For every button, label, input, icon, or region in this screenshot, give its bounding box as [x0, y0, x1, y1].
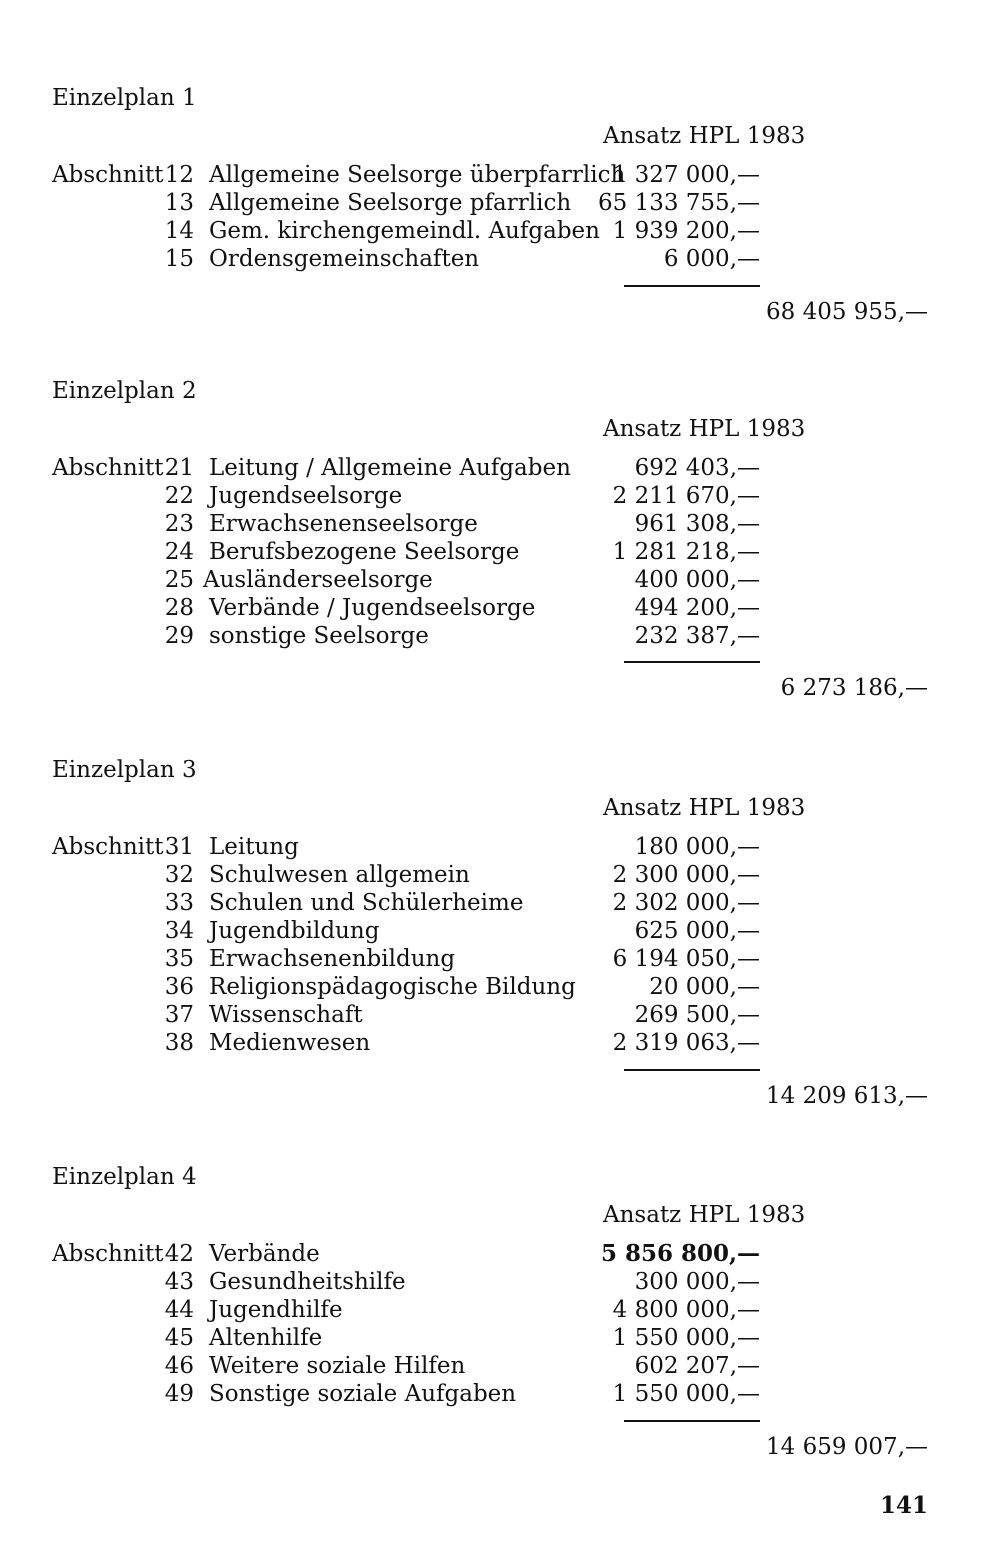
- abschnitt-number: 12: [164, 162, 194, 188]
- abschnitt-name: Jugendbildung: [209, 918, 380, 944]
- abschnitt-name: Ausländerseelsorge: [203, 567, 433, 593]
- abschnitt-amount: 269 500,—: [634, 1002, 760, 1028]
- abschnitt-name: sonstige Seelsorge: [209, 623, 429, 649]
- abschnitt-label: Abschnitt: [52, 162, 164, 188]
- abschnitt-number: 34: [164, 918, 194, 944]
- budget-row: [0, 1352, 1000, 1380]
- abschnitt-amount: 1 281 218,—: [612, 539, 760, 565]
- abschnitt-number: 24: [164, 539, 194, 565]
- budget-row: [0, 482, 1000, 510]
- abschnitt-amount: 2 211 670,—: [612, 483, 760, 509]
- section-total: 6 273 186,—: [780, 675, 928, 701]
- budget-rows: [0, 833, 1000, 1057]
- budget-row: [0, 454, 1000, 482]
- abschnitt-name: Gesundheitshilfe: [209, 1269, 406, 1295]
- budget-row: [0, 566, 1000, 594]
- abschnitt-amount: 232 387,—: [634, 623, 760, 649]
- abschnitt-amount: 6 194 050,—: [612, 946, 760, 972]
- abschnitt-number: 45: [164, 1325, 194, 1351]
- abschnitt-name: Leitung / Allgemeine Aufgaben: [209, 455, 571, 481]
- abschnitt-amount: 961 308,—: [634, 511, 760, 537]
- abschnitt-label: Abschnitt: [52, 1241, 164, 1267]
- abschnitt-amount: 2 302 000,—: [612, 890, 760, 916]
- budget-row: [0, 1380, 1000, 1408]
- abschnitt-amount: 180 000,—: [634, 834, 760, 860]
- abschnitt-number: 33: [164, 890, 194, 916]
- abschnitt-amount: 400 000,—: [634, 567, 760, 593]
- abschnitt-amount: 6 000,—: [663, 246, 760, 272]
- abschnitt-number: 25: [164, 567, 194, 593]
- abschnitt-name: Berufsbezogene Seelsorge: [209, 539, 520, 565]
- budget-row: [0, 1268, 1000, 1296]
- budget-row: [0, 245, 1000, 273]
- abschnitt-number: 44: [164, 1297, 194, 1323]
- sum-rule: [624, 661, 760, 663]
- abschnitt-amount: 625 000,—: [634, 918, 760, 944]
- budget-row: [0, 594, 1000, 622]
- column-header: Ansatz HPL 1983: [603, 795, 806, 821]
- abschnitt-amount: 1 327 000,—: [612, 162, 760, 188]
- abschnitt-name: Wissenschaft: [209, 1002, 363, 1028]
- abschnitt-number: 22: [164, 483, 194, 509]
- abschnitt-number: 28: [164, 595, 194, 621]
- abschnitt-label: Abschnitt: [52, 834, 164, 860]
- abschnitt-name: Religionspädagogische Bildung: [209, 974, 576, 1000]
- abschnitt-amount: 2 319 063,—: [612, 1030, 760, 1056]
- budget-row: [0, 622, 1000, 650]
- budget-row: [0, 861, 1000, 889]
- abschnitt-number: 43: [164, 1269, 194, 1295]
- abschnitt-name: Altenhilfe: [209, 1325, 323, 1351]
- abschnitt-amount: 4 800 000,—: [612, 1297, 760, 1323]
- abschnitt-name: Erwachsenenbildung: [209, 946, 456, 972]
- column-header: Ansatz HPL 1983: [603, 1202, 806, 1228]
- abschnitt-amount: 1 939 200,—: [612, 218, 760, 244]
- abschnitt-number: 32: [164, 862, 194, 888]
- section-total: 14 659 007,—: [766, 1434, 928, 1460]
- abschnitt-amount: 1 550 000,—: [612, 1325, 760, 1351]
- abschnitt-amount: 494 200,—: [634, 595, 760, 621]
- abschnitt-amount: 2 300 000,—: [612, 862, 760, 888]
- budget-row: [0, 189, 1000, 217]
- abschnitt-number: 37: [164, 1002, 194, 1028]
- budget-row: [0, 217, 1000, 245]
- section-title: Einzelplan 3: [52, 757, 197, 783]
- sum-rule: [624, 1069, 760, 1071]
- abschnitt-number: 29: [164, 623, 194, 649]
- abschnitt-amount: 20 000,—: [649, 974, 760, 1000]
- abschnitt-amount: 5 856 800,—: [600, 1240, 760, 1267]
- budget-row: [0, 833, 1000, 861]
- abschnitt-name: Gem. kirchengemeindl. Aufgaben: [209, 218, 600, 244]
- budget-rows: [0, 454, 1000, 650]
- budget-row: [0, 1240, 1000, 1268]
- abschnitt-number: 23: [164, 511, 194, 537]
- column-header: Ansatz HPL 1983: [603, 416, 806, 442]
- abschnitt-name: Erwachsenenseelsorge: [209, 511, 478, 537]
- abschnitt-name: Schulen und Schülerheime: [209, 890, 524, 916]
- sum-rule: [624, 1420, 760, 1422]
- section-title: Einzelplan 1: [52, 85, 197, 111]
- abschnitt-amount: 65 133 755,—: [598, 190, 760, 216]
- abschnitt-name: Verbände: [209, 1241, 320, 1267]
- abschnitt-number: 42: [164, 1241, 194, 1267]
- section-title: Einzelplan 4: [52, 1164, 197, 1190]
- abschnitt-name: Verbände / Jugendseelsorge: [209, 595, 536, 621]
- budget-row: [0, 917, 1000, 945]
- abschnitt-number: 46: [164, 1353, 194, 1379]
- abschnitt-number: 49: [164, 1381, 194, 1407]
- page-number: 141: [879, 1492, 928, 1519]
- sum-rule: [624, 285, 760, 287]
- budget-rows: [0, 161, 1000, 273]
- abschnitt-name: Schulwesen allgemein: [209, 862, 470, 888]
- abschnitt-name: Jugendhilfe: [209, 1297, 343, 1323]
- abschnitt-number: 35: [164, 946, 194, 972]
- abschnitt-amount: 602 207,—: [634, 1353, 760, 1379]
- budget-row: [0, 889, 1000, 917]
- abschnitt-name: Leitung: [209, 834, 299, 860]
- abschnitt-number: 38: [164, 1030, 194, 1056]
- abschnitt-number: 31: [164, 834, 194, 860]
- budget-row: [0, 1001, 1000, 1029]
- abschnitt-number: 36: [164, 974, 194, 1000]
- abschnitt-amount: 1 550 000,—: [612, 1381, 760, 1407]
- abschnitt-number: 13: [164, 190, 194, 216]
- abschnitt-name: Jugendseelsorge: [209, 483, 403, 509]
- budget-row: [0, 1324, 1000, 1352]
- budget-row: [0, 973, 1000, 1001]
- section-total: 14 209 613,—: [766, 1083, 928, 1109]
- abschnitt-number: 21: [164, 455, 194, 481]
- budget-row: [0, 945, 1000, 973]
- abschnitt-amount: 300 000,—: [634, 1269, 760, 1295]
- budget-row: [0, 1296, 1000, 1324]
- abschnitt-name: Allgemeine Seelsorge pfarrlich: [209, 190, 572, 216]
- section-total: 68 405 955,—: [766, 299, 928, 325]
- section-title: Einzelplan 2: [52, 378, 197, 404]
- abschnitt-name: Allgemeine Seelsorge überpfarrlich: [209, 162, 626, 188]
- budget-rows: [0, 1240, 1000, 1408]
- budget-row: [0, 161, 1000, 189]
- budget-row: [0, 538, 1000, 566]
- abschnitt-number: 14: [164, 218, 194, 244]
- budget-row: [0, 510, 1000, 538]
- abschnitt-label: Abschnitt: [52, 455, 164, 481]
- abschnitt-number: 15: [164, 246, 194, 272]
- abschnitt-name: Weitere soziale Hilfen: [209, 1353, 466, 1379]
- abschnitt-amount: 692 403,—: [634, 455, 760, 481]
- abschnitt-name: Medienwesen: [209, 1030, 371, 1056]
- abschnitt-name: Ordensgemeinschaften: [209, 246, 480, 272]
- abschnitt-name: Sonstige soziale Aufgaben: [209, 1381, 517, 1407]
- column-header: Ansatz HPL 1983: [603, 123, 806, 149]
- budget-row: [0, 1029, 1000, 1057]
